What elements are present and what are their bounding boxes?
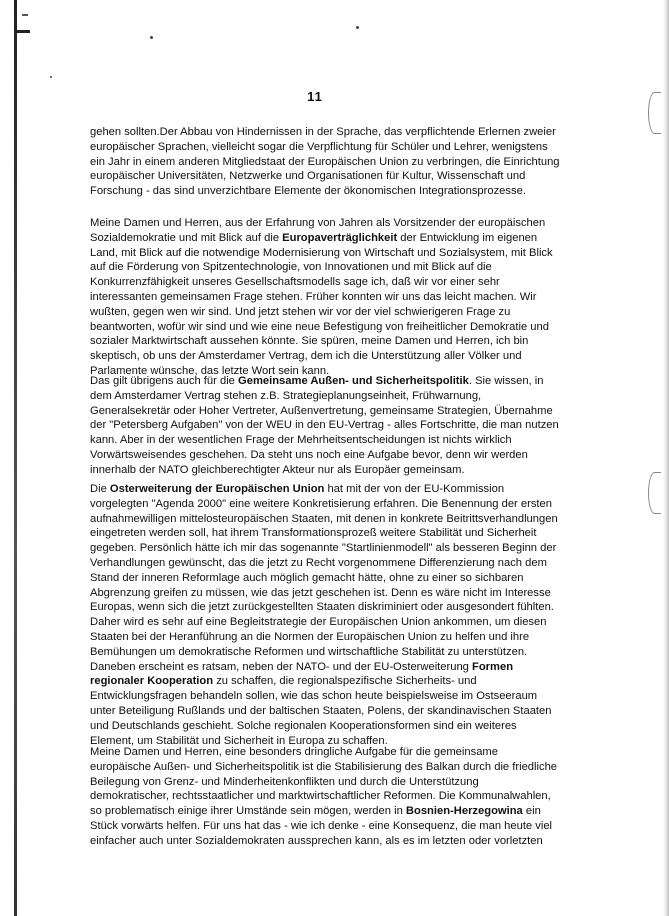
bold-term-bosnien: Bosnien-Herzegowina — [405, 805, 523, 818]
bold-term-osterweiterung: Osterweiterung der Europäischen Union — [109, 483, 325, 495]
paragraph-text: ein Stück vorwärts helfen. Für uns hat das - wie ich denke - eine Konsequenz, die man heute viel einfacher auch unter Sozialdemokraten aussprechen kann, als es im letzten oder vorletzten — [90, 805, 553, 847]
page-number: 11 — [307, 89, 323, 104]
paragraph-text: Das gilt übrigens auch für die — [90, 375, 239, 387]
scan-mark — [22, 14, 28, 16]
paragraph-1 — [90, 125, 560, 199]
scan-curve — [648, 472, 661, 514]
paragraph-text: Meine Damen und Herren, eine besonders dringliche Aufgabe für die gemeinsame europäische Außen- und Sicherheitspolitik ist die Stabilisierung des Balkan durch die friedliche Beilegung von Grenz- und Minderheitenkonflikten und durch die Unterstützung demokratischer, rechtsstaatlicher und marktwirtschaftlicher Reformen. Die Kommunalwahlen, so problematisch einige ihrer Umstände sein mögen, werden in — [90, 746, 558, 818]
paragraph-3 — [90, 374, 560, 478]
scan-mark — [14, 30, 30, 33]
paragraph-text: hat mit der von der EU-Kommission vorgelegten "Agenda 2000" eine weitere Konkretisierung erfahren. Die Benennung der ersten aufnahmewilligen mittelosteuropäischen Staaten, mit denen in konkrete Beitrittsverhandlungen eingetreten werden soll, hat ihrem Transformationsprozeß weitere Stabilität und Sicherheit gegeben. Persönlich hätte ich mir das sogenannte "Startlinienmodell" als besseren Beginn der Verhandlungen gewünscht, das die jetzt zu Recht vorgenommene Differenzierung nach dem Stand der inneren Reformlage auch möglich gemacht hätte, ohne zu einer so sichbaren Abgrenzung greifen zu müssen, wie das jetzt geschehen ist. Denn es wäre nicht im Interesse Europas, wenn sich die jetzt zurückgestellten Staaten diskriminiert oder ausgesondert fühlten. Daher wird es sehr auf eine Begleitstrategie der Europäischen Union ankommen, um diesen Staaten bei der Heranführung an die Normen der Europäischen Union zu helfen und ihre Bemühungen um demokratische Reformen und wirtschaftliche Stabilität zu unterstützen. Daneben erscheint es ratsam, neben der NATO- und der EU-Osterweiterung — [90, 483, 558, 673]
paragraph-text: gehen sollten.Der Abbau von Hindernissen in der Sprache, das verpflichtende Erlernen zweier europäischer Sprachen, vielleicht sogar die Verpflichtung für Schüler und Lehrer, wenigstens ein Jahr in einem anderen Mitgliedstaat der Europäischen Union zu verbringen, die Einrichtung europäischer Universitäten, Netzwerke und Organisationen für Kultur, Wissenschaft und Forschung - das sind unverzichtbare Elemente der ökonomischen Integrationsprozesse. — [90, 126, 560, 198]
bold-term-regionale-kooperation: Formen regionaler Kooperation — [90, 660, 514, 688]
paragraph-text: Meine Damen und Herren, aus der Erfahrung von Jahren als Vorsitzender der europäischen Sozialdemokratie und mit Blick auf die — [90, 217, 546, 244]
scan-speck — [150, 36, 153, 39]
paragraph-text: zu schaffen, die regionalspezifische Sicherheits- und Entwicklungsfragen behandeln sollen, wie das schon heute beispielsweise im Ostseeraum unter Beteiligung Rußlands und der baltischen Staaten, Polens, der skandinavischen Staaten und Deutschlands geschieht. Solche regionalen Kooperationsformen sind ein weiteres Element, um Stabilität und Sicherheit in Europa zu schaffen. — [90, 675, 552, 747]
bold-term-gasp: Gemeinsame Außen- und Sicherheitspolitik — [238, 375, 469, 387]
paragraph-text: Die — [90, 483, 110, 495]
paragraph-text: . Sie wissen, in dem Amsterdamer Vertrag stehen z.B. Strategieplanungseinheit, Frühwarnung, Generalsekretär oder Hoher Vertreter, Außenvertretung, gemeinsame Strategien, Übernahme der "Petersberg Aufgaben" von der WEU in den EU-Vertrag - alles Fortschritte, die man nutzen kann. Aber in der wesentlichen Frage der Mehrheitsentscheidungen ist nichts wirklich Vorwärtsweisendes geschehen. Da steht uns noch eine Aufgabe bevor, denn wir werden innerhalb der NATO gleichberechtigter Akteur nur als Europäer gemeinsam. — [90, 375, 559, 476]
scan-speck — [356, 26, 359, 29]
scan-curve — [648, 92, 661, 134]
scan-speck — [50, 76, 52, 78]
paragraph-5 — [90, 745, 560, 849]
paragraph-4 — [90, 482, 560, 748]
scan-edge-left — [14, 0, 17, 916]
bold-term-europavertraeglichkeit: Europaverträglichkeit — [282, 231, 398, 244]
paragraph-text: der Entwicklung im eigenen Land, mit Blick auf die notwendige Modernisierung von Wirtschaft und Sozialsystem, mit Blick auf die Förderung von Spitzentechnologie, von Innovationen und mit Blick auf die Konkurrenzfähigkeit unseres Gesellschaftsmodells sage ich, daß wir vor einer sehr interessanten gemeinsamen Frage stehen. Früher konnten wir uns das leicht machen. Wir wußten, gegen wen wir sind. Und jetzt stehen wir vor der viel schwierigeren Frage zu beantworten, wofür wir sind und wie eine neue Befestigung von freiheitlicher Demokratie und sozialer Marktwirtschaft aussehen könnte. Sie spüren, meine Damen und Herren, ich bin skeptisch, ob uns der Amsterdamer Vertrag, dem ich die Unterstützung aller Völker und Parlamente wünsche, das letzte Wort sein kann. — [90, 231, 553, 377]
paragraph-2 — [90, 216, 560, 379]
scan-edge-right — [663, 0, 669, 916]
